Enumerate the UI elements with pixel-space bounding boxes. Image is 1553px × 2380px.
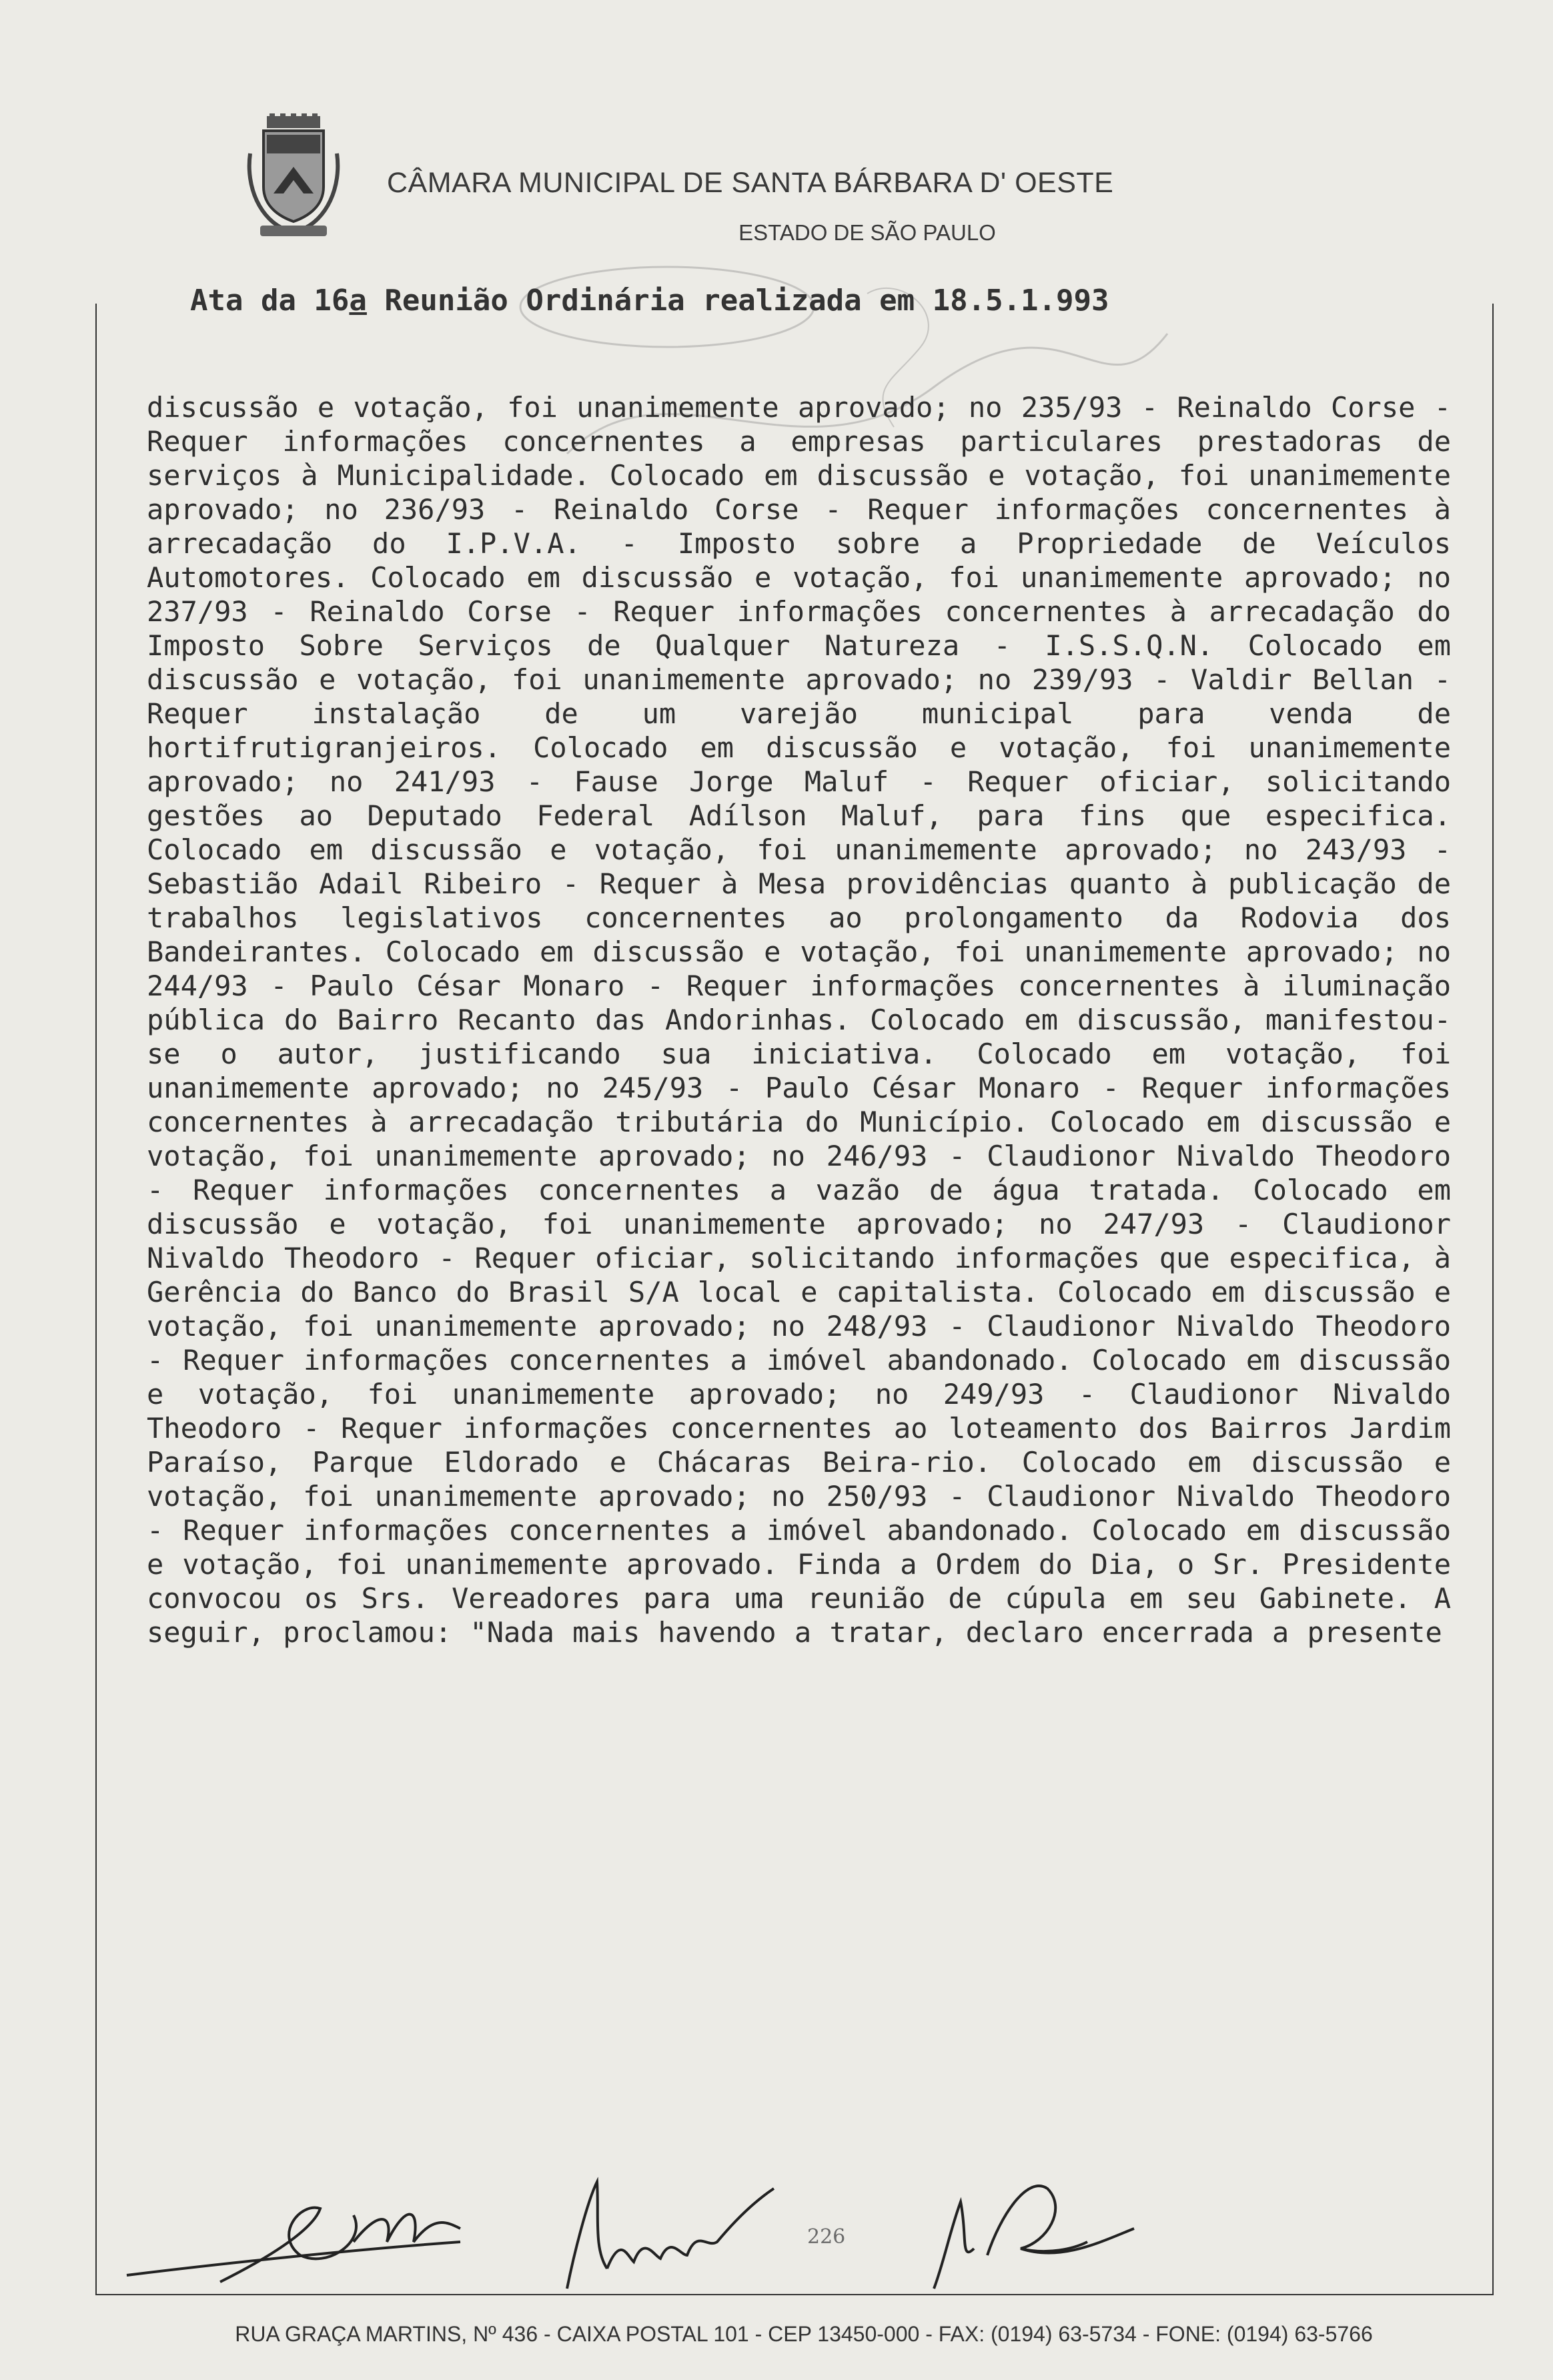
minutes-title-prefix: Ata da 16: [190, 284, 350, 318]
minutes-title-ordinal: a: [349, 284, 367, 318]
coat-of-arms-icon: [247, 113, 340, 240]
state-name: ESTADO DE SÃO PAULO: [738, 220, 996, 245]
institution-name: CÂMARA MUNICIPAL DE SANTA BÁRBARA D' OESTE: [387, 167, 1114, 199]
right-margin-rule: [1492, 304, 1494, 2295]
minutes-title-suffix: Reunião Ordinária realizada em 18.5.1.993: [366, 284, 1109, 318]
footer-address: RUA GRAÇA MARTINS, Nº 436 - CAIXA POSTAL 101 - CEP 13450-000 - FAX: (0194) 63-5734 - FONE: (0194) 63-5766: [235, 2322, 1373, 2346]
minutes-body: discussão e votação, foi unanimemente aprovado; no 235/93 - Reinaldo Corse - Requer informações concernentes a empresas particulares prestadoras de serviços à Municipalidade. Colocado em discussão e votação, foi unanimemente aprovado; no 236/93 - Reinaldo Corse - Requer informações concernentes à arrecadação do I.P.V.A. - Imposto sobre a Propriedade de Veículos Automotores. Colocado em discussão e votação, foi unanimemente aprovado; no 237/93 - Reinaldo Corse - Requer informações concernentes à arrecadação do Imposto Sobre Serviços de Qualquer Natureza - I.S.S.Q.N. Colocado em discussão e votação, foi unanimemente aprovado; no 239/93 - Valdir Bellan - Requer instalação de um varejão municipal para venda de hortifrutigranjeiros. Colocado em discussão e votação, foi unanimemente aprovado; no 241/93 - Fause Jorge Maluf - Requer oficiar, solicitando gestões ao Deputado Federal Adílson Maluf, para fins que especifica. Colocado em discussão e votação, foi unanimemente aprovado; no 243/93 - Sebastião Adail Ribeiro - Requer à Mesa providências quanto à publicação de trabalhos legislativos concernentes ao prolongamento da Rodovia dos Bandeirantes. Colocado em discussão e votação, foi unanimemente aprovado; no 244/93 - Paulo César Monaro - Requer informações concernentes à iluminação pública do Bairro Recanto das Andorinhas. Colocado em discussão, manifestou-se o autor, justificando sua iniciativa. Colocado em votação, foi unanimemente aprovado; no 245/93 - Paulo César Monaro - Requer informações concernentes à arrecadação tributária do Município. Colocado em discussão e votação, foi unanimemente aprovado; no 246/93 - Claudionor Nivaldo Theodoro - Requer informações concernentes a vazão de água tratada. Colocado em discussão e votação, foi unanimemente aprovado; no 247/93 - Claudionor Nivaldo Theodoro - Requer oficiar, solicitando informações que especifica, à Gerência do Banco do Brasil S/A local e capitalista. Colocado em discussão e votação, foi unanimemente aprovado; no 248/93 - Claudionor Nivaldo Theodoro - Requer informações concernentes a imóvel abandonado. Colocado em discussão e votação, foi unanimemente aprovado; no 249/93 - Claudionor Nivaldo Theodoro - Requer informações concernentes ao loteamento dos Bairros Jardim Paraíso, Parque Eldorado e Chácaras Beira-rio. Colocado em discussão e votação, foi unanimemente aprovado; no 250/93 - Claudionor Nivaldo Theodoro - Requer informações concernentes a imóvel abandonado. Colocado em discussão e votação, foi unanimemente aprovado. Finda a Ordem do Dia, o Sr. Presidente convocou os Srs. Vereadores para uma reunião de cúpula em seu Gabinete. A seguir, proclamou: "Nada mais havendo a tratar, declaro encerrada a presente: [147, 391, 1451, 1649]
signature-3: [934, 2186, 1134, 2289]
signature-2: [567, 2182, 774, 2289]
signature-1: [127, 2208, 460, 2282]
page-number: 226: [807, 2225, 846, 2249]
signatures: [100, 2162, 1434, 2295]
minutes-title: [190, 284, 1438, 318]
left-margin-rule: [95, 304, 97, 2295]
footer-rule: [95, 2294, 1494, 2295]
